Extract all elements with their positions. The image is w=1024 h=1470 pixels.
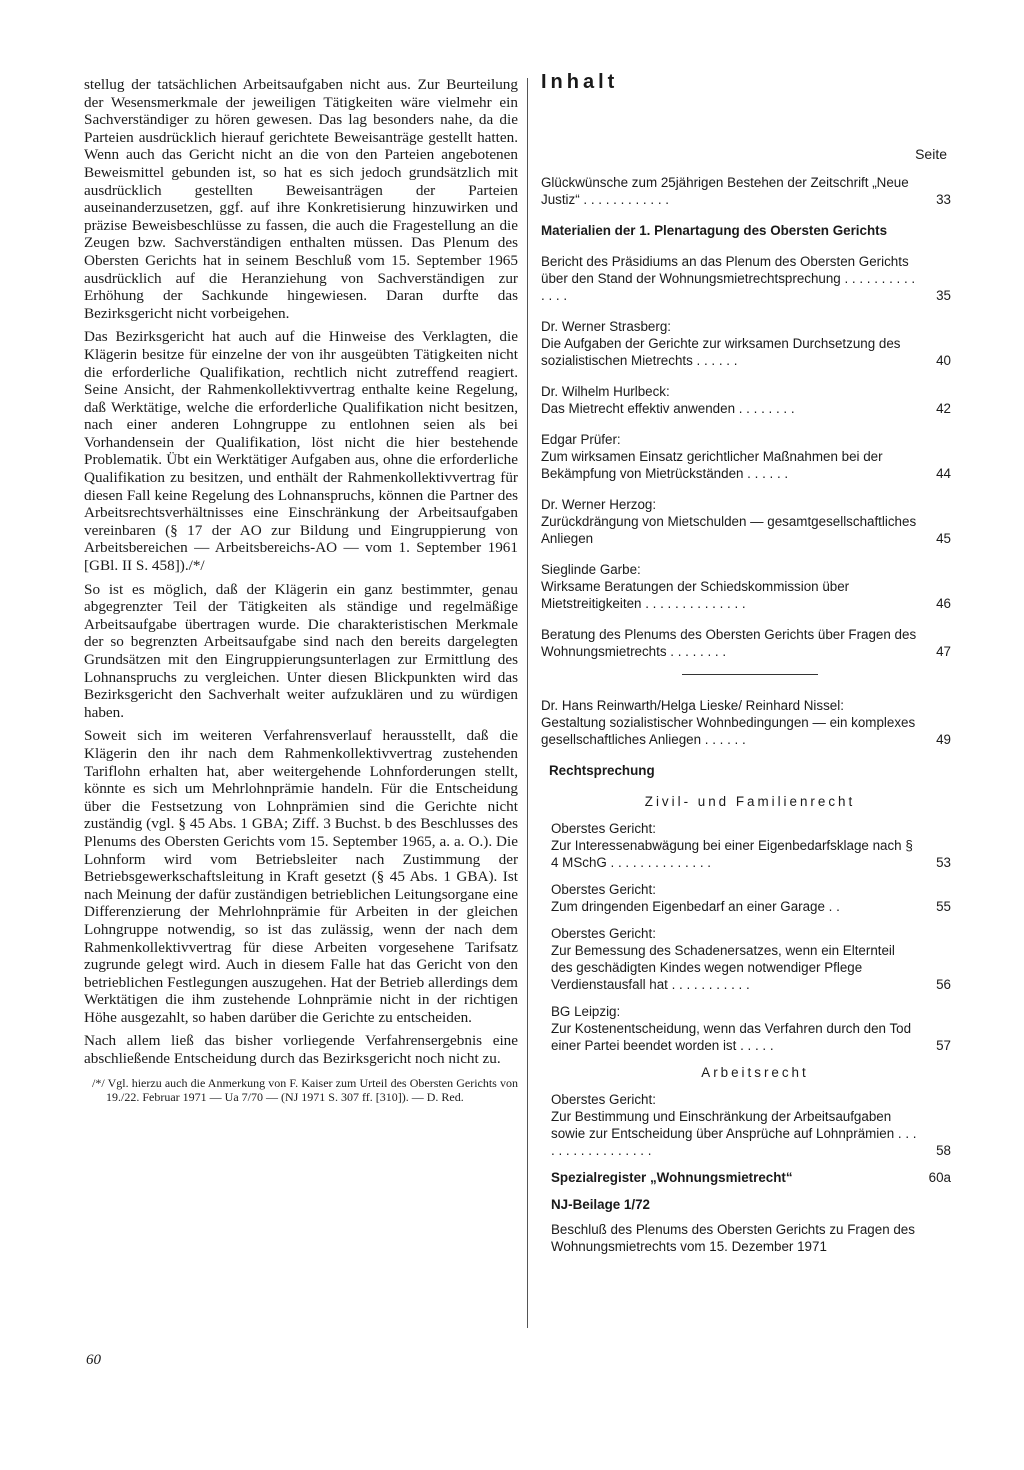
section-heading: Materialien der 1. Plenartagung des Obersten Gerichts [541,223,888,238]
toc-body [541,174,959,1255]
paragraph: Nach allem ließ das bisher vorliegende Verfahrensergebnis eine abschließende Entscheidung durch das Bezirksgericht noch nicht zu. [84,1032,518,1068]
toc-entry-text: Glückwünsche zum 25jährigen Bestehen der Zeitschrift „Neue Justiz“ . . . . . . . . . . . . [541,175,909,207]
section-divider [682,674,818,675]
toc-entry[interactable] [541,174,959,208]
column-divider [527,78,528,1328]
subsection-heading: Arbeitsrecht [701,1065,809,1080]
toc-entry[interactable] [541,318,959,369]
toc-title: Inhalt [541,71,619,93]
toc-entry-text: Das Mietrecht effektiv anwenden . . . . . . . . [541,401,795,416]
footnote: /*/ Vgl. hierzu auch die Anmerkung von F. Kaiser zum Urteil des Obersten Gerichts von 19./22. Februar 1971 — Ua 7/70 — (NJ 1971 S. 307 ff. [310]). — D. Red. [92,1075,518,1104]
toc-entry-author: Sieglinde Garbe: [541,562,641,577]
toc-entry-page: 40 [936,353,951,368]
toc-entry-text: Zurückdrängung von Mietschulden — gesamtgesellschaftliches Anliegen [541,514,917,546]
toc-entry[interactable] [541,253,959,304]
paragraph: Soweit sich im weiteren Verfahrensverlauf herausstellt, daß die Klägerin den ihr nach dem Rahmenkollektivvertrag zustehenden Tariflohn erhalten hat, aber weitergehende Lohnforderungen stellt, könnte es sich um Mehrlohnprämie handeln. Für die Entscheidung über die Festsetzung von Lohnprämien sind die Gerichte nicht zuständig (vgl. § 45 Abs. 1 GBA; Ziff. 3 Buchst. b des Beschlusses des Plenums des Obersten Gerichts vom 15. September 1965, a. a. O.). Die Lohnform wird vom Betriebsleiter nach Zustimmung der Betriebsgewerkschaftsleitung in Kraft gesetzt (§ 45 Abs. 1 GBA). Ist nach Meinung der dafür zuständigen betrieblichen Leitungsorgane eine Differenzierung der Mehrlohnprämie für Arbeiten in der gleichen Lohngruppe notwendig, so ist das zulässig, wenn der nach dem Rahmenkollektivvertrag für diese Arbeiten vorgesehene Tarifsatz zugrunde gelegt wird. Auch in diesem Falle hat das Gericht von den betrieblichen Festlegungen auszugehen. Hat der Betrieb allerdings dem Werktätigen die ihm zustehende Lohnprämie nicht in der richtigen Höhe ausgezahlt, so haben darüber die Gerichte zu entscheiden. [84,727,518,1026]
toc-entry-court: Oberstes Gericht: [551,821,656,836]
toc-entry-text: Zur Kostenentscheidung, wenn das Verfahren durch den Tod einer Partei beendet worden ist . . . . . [551,1021,912,1053]
toc-entry-page: 33 [936,192,951,207]
toc-entry-author: Edgar Prüfer: [541,432,621,447]
toc-entry[interactable] [551,925,959,993]
article-column [84,76,518,1104]
toc-entry-text: Zum wirksamen Einsatz gerichtlicher Maßnahmen bei der Bekämpfung von Mietrückständen . . . . . . [541,449,883,481]
toc-entry[interactable] [551,1091,959,1159]
paragraph: stellug der tatsächlichen Arbeitsaufgaben nicht aus. Zur Beurteilung der Wesensmerkmale der jeweiligen Tätigkeiten wäre vielmehr ein Sachverständiger zu hören gewesen. Das lag besonders nahe, da die Parteien ausdrücklich hierauf gerichtete Beweisanträge gestellt hatten. Wenn auch das Gericht nicht an die von den Parteien angebotenen Beweismittel gebunden ist, so hat es sich jedoch grundsätzlich mit ausdrücklich gestellten Beweisanträgen der Parteien auseinanderzusetzen, ggf. auf ihre Konkretisierung hinzuwirken und präzise Beweisbeschlüsse zu fassen, die auch die Fragestellung an die Zeugen bzw. Sachverständigen enthalten müssen. Das Plenum des Obersten Gerichts hat in seinem Beschluß vom 15. September 1965 ausdrücklich auf die Heranziehung von Sachverständigen zur Erhöhung der Sachkunde hingewiesen. Daran durfte das Bezirksgericht nicht vorbeigehen. [84,76,518,322]
paragraph: Das Bezirksgericht hat auch auf die Hinweise des Verklagten, die Klägerin besitze für einzelne der von ihr ausgeübten Tätigkeiten nicht die erforderliche Qualifikation, rechtlich nicht zutreffend reagiert. Seine Ansicht, der Rahmenkollektivvertrag enthalte keine Regelung, daß Werktätige, welche die erforderliche Qualifikation nicht besitzen, nach einer anderen Lohngruppe zu entlohnen seien als bei Vorhandensein der Qualifikation, löst nicht die hier bestehende Problematik. Übt ein Werktätiger Aufgaben aus, ohne die erforderliche Qualifikation zu besitzen, und enthält der Rahmenkollektivvertrag für diesen Fall keine Regelung des Lohnanspruchs, können die Partner des Arbeitsrechtsverhältnisses eine Einschränkung der Arbeitsaufgaben vereinbaren (§ 17 der AO zur Bildung und Eingruppierung von Arbeitsbereichen — Arbeitsbereichs-AO — vom 1. September 1961 [GBl. II S. 458])./*/ [84,328,518,575]
toc-entry-court: Oberstes Gericht: [551,882,656,897]
toc-entry-page: 53 [936,855,951,870]
subsection-heading: Zivil- und Familienrecht [644,794,856,809]
beilage-text: Beschluß des Plenums des Obersten Gerichts zu Fragen des Wohnungsmietrechts vom 15. Dezember 1971 [551,1222,915,1254]
toc-entry[interactable] [541,561,959,612]
toc-entry[interactable] [551,820,959,871]
toc-entry[interactable] [541,383,959,417]
toc-entry-page: 45 [936,531,951,546]
toc-entry-page: 47 [936,644,951,659]
toc-entry-court: Oberstes Gericht: [551,1092,656,1107]
spezialregister-heading: Spezialregister „Wohnungsmietrecht“ [551,1170,793,1185]
toc-entry-author: Dr. Hans Reinwarth/Helga Lieske/ Reinhard Nissel: [541,698,844,713]
toc-entry-text: Zum dringenden Eigenbedarf an einer Garage . . [551,899,840,914]
page-number: 60 [86,1352,101,1368]
toc-entry[interactable] [541,626,959,660]
toc-entry-author: Dr. Werner Herzog: [541,497,657,512]
toc-entry-page: 55 [936,899,951,914]
toc-entry-text: Zur Interessenabwägung bei einer Eigenbedarfsklage nach § 4 MSchG . . . . . . . . . . . . . . [551,838,913,870]
toc-entry-author: Dr. Werner Strasberg: [541,319,671,334]
toc-entry-text: Gestaltung sozialistischer Wohnbedingungen — ein komplexes gesellschaftliches Anliegen . . . . . . [541,715,916,747]
toc-entry-page: 49 [936,732,951,747]
toc-entry-text: Beratung des Plenums des Obersten Gerichts über Fragen des Wohnungsmietrechts . . . . . . . . [541,627,917,659]
toc-entry-page: 42 [936,401,951,416]
toc-entry-text: Wirksame Beratungen der Schiedskommission über Mietstreitigkeiten . . . . . . . . . . . . . . [541,579,850,611]
toc-entry-text: Bericht des Präsidiums an das Plenum des Obersten Gerichts über den Stand der Wohnungsmietrechtsprechung . . . . . . . . . . . . . . [541,254,916,303]
subsection-entries [541,820,959,1255]
toc-entry-page: 58 [936,1143,951,1158]
toc-entry[interactable] [541,697,959,748]
toc-entry[interactable] [551,881,959,915]
toc-entry-page: 44 [936,466,951,481]
toc-entry-court: Oberstes Gericht: [551,926,656,941]
toc-entry-text: Die Aufgaben der Gerichte zur wirksamen Durchsetzung des sozialistischen Mietrechts . . . . . . [541,336,901,368]
toc-entry-page: 57 [936,1038,951,1053]
toc-entry-page: 35 [936,288,951,303]
toc-entry-court: BG Leipzig: [551,1004,621,1019]
toc-entry[interactable] [551,1003,959,1054]
toc-entry-page: 60a [928,1170,951,1185]
toc-entry-text: Zur Bemessung des Schadenersatzes, wenn ein Elternteil des geschädigten Kindes wegen notwendiger Pflege Verdienstausfall hat . . . . . . . . . . . [551,943,895,992]
toc-entry-text: Zur Bestimmung und Einschränkung der Arbeitsaufgaben sowie zur Entscheidung über Ansprüche auf Lohnprämien . . . . . . . . . . . . . . . . . [551,1109,917,1158]
toc-entry-page: 56 [936,977,951,992]
toc-entry[interactable] [541,431,959,482]
seite-label: Seite [915,146,947,162]
toc-entry-page: 46 [936,596,951,611]
beilage-heading: NJ-Beilage 1/72 [551,1197,650,1212]
section-heading: Rechtsprechung [549,763,655,778]
toc-entry-author: Dr. Wilhelm Hurlbeck: [541,384,670,399]
toc-entry[interactable] [551,1169,959,1186]
toc-entry[interactable] [541,496,959,547]
paragraph: So ist es möglich, daß der Klägerin ein ganz bestimmter, genau abgegrenzter Teil der Tätigkeiten als ständige und regelmäßige Arbeitsaufgabe übertragen wurde. Die charakteristischen Merkmale der so begrenzten Arbeitsaufgabe sind nach den bereits dargelegten Grundsätzen mit den Eingruppierungsunterlagen zur Ermittlung des Lohnanspruchs zu vergleichen. Unter diesen Blickpunkten wird das Bezirksgericht den Sachverhalt weiter aufzuklären und zu würdigen haben. [84,580,518,721]
